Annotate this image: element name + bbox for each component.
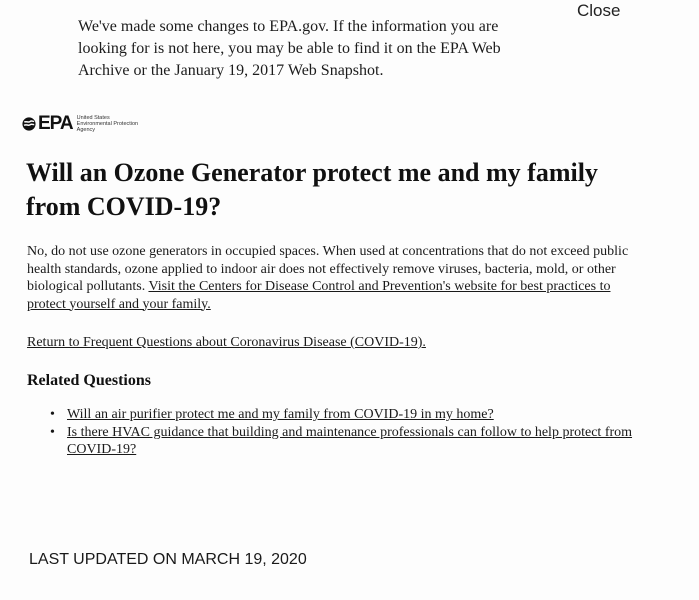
agency-name [77,115,138,133]
last-updated: LAST UPDATED ON MARCH 19, 2020 [29,551,307,568]
epa-flower-icon [22,117,36,131]
agency-line: Environmental Protection [76,121,139,127]
list-item [50,424,660,459]
bullet-icon: • [50,424,55,440]
agency-line: United States [76,115,110,121]
page-title: Will an Ozone Generator protect me and my family from COVID-19? [26,158,598,221]
epa-logo[interactable] [22,114,138,134]
close-button[interactable]: Close [577,1,621,20]
cdc-link[interactable]: Visit the Centers for Disease Control and Prevention's website for best practices to protect yourself and your family. [27,279,611,312]
related-question-link[interactable]: Will an air purifier protect me and my family from COVID-19 in my home? [67,407,494,422]
notice-text: We've made some changes to EPA.gov. If the information you are looking for is not here, you may be able to find it on the EPA Web Archive or the January 19, 2017 Web Snapshot. [78,18,501,79]
answer-body [27,243,647,313]
return-link[interactable]: Return to Frequent Questions about Coronavirus Disease (COVID-19). [27,335,426,350]
related-question-link[interactable]: Is there HVAC guidance that building and maintenance professionals can follow to help protect from COVID-19? [67,424,633,457]
related-questions-heading: Related Questions [27,372,151,389]
site-notice [78,16,548,82]
related-questions-list [50,406,660,459]
answer-text: No, do not use ozone generators in occupied spaces. When used at concentrations that do not exceed public health standards, ozone applied to indoor air does not effectively remove viruses, bacteria, mold, or other biological pollutants. [27,244,629,294]
epa-wordmark: EPA [38,113,73,134]
bullet-icon: • [50,407,55,422]
list-item [50,406,660,424]
agency-line: Agency [76,127,96,133]
